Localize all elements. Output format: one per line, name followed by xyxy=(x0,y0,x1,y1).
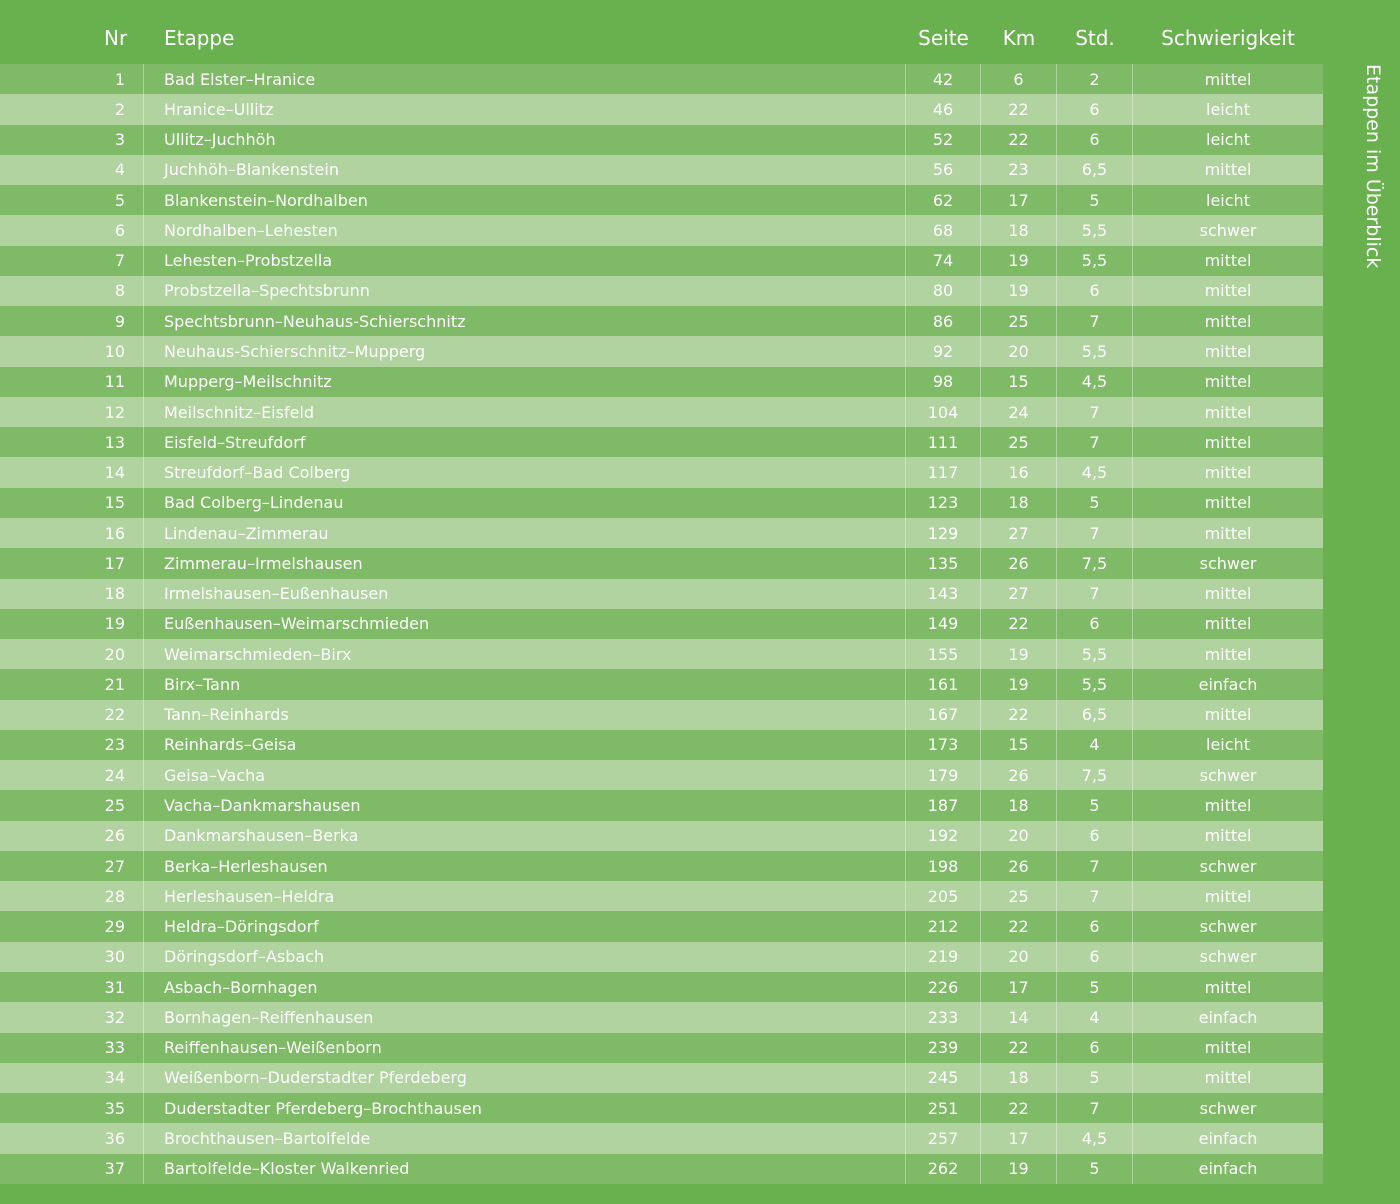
table-row xyxy=(0,790,1323,820)
stage-number: 22 xyxy=(0,700,144,730)
table-row xyxy=(0,700,1323,730)
stage-hours: 6 xyxy=(1057,609,1133,639)
stage-km: 23 xyxy=(981,155,1057,185)
stage-difficulty: mittel xyxy=(1204,886,1252,906)
stage-km: 18 xyxy=(981,1063,1057,1093)
stage-page: 257 xyxy=(905,1123,981,1153)
stage-route: Lindenau–Zimmerau xyxy=(164,523,329,543)
header-std: Std. xyxy=(1075,26,1115,50)
stage-difficulty: mittel xyxy=(1204,523,1252,543)
stage-hours: 7 xyxy=(1057,427,1133,457)
stage-hours: 5,5 xyxy=(1057,669,1133,699)
stage-difficulty: schwer xyxy=(1199,917,1257,937)
stage-route: Tann–Reinhards xyxy=(164,705,289,725)
stage-route: Birx–Tann xyxy=(164,674,241,694)
stage-route: Heldra–Döringsdorf xyxy=(164,917,319,937)
stage-hours: 5 xyxy=(1057,790,1133,820)
stage-hours: 5 xyxy=(1057,1154,1133,1184)
stage-route: Bad Elster–Hranice xyxy=(164,69,316,89)
stage-number: 35 xyxy=(0,1093,144,1123)
table-row xyxy=(0,911,1323,941)
stage-page: 179 xyxy=(905,760,981,790)
stage-difficulty: mittel xyxy=(1204,160,1252,180)
stage-page: 262 xyxy=(905,1154,981,1184)
stage-difficulty: mittel xyxy=(1204,342,1252,362)
stage-km: 14 xyxy=(981,1002,1057,1032)
stage-page: 149 xyxy=(905,609,981,639)
stage-number: 16 xyxy=(0,518,144,548)
stage-page: 155 xyxy=(905,639,981,669)
stage-page: 129 xyxy=(905,518,981,548)
stage-difficulty: mittel xyxy=(1204,402,1252,422)
stage-km: 15 xyxy=(981,730,1057,760)
stage-km: 17 xyxy=(981,972,1057,1002)
stage-km: 25 xyxy=(981,881,1057,911)
table-row xyxy=(0,155,1323,185)
stage-km: 27 xyxy=(981,579,1057,609)
stage-km: 22 xyxy=(981,125,1057,155)
stage-difficulty: mittel xyxy=(1204,1068,1252,1088)
stage-route: Geisa–Vacha xyxy=(164,765,266,785)
stage-km: 18 xyxy=(981,215,1057,245)
stage-hours: 7,5 xyxy=(1057,760,1133,790)
table-row xyxy=(0,457,1323,487)
stage-hours: 2 xyxy=(1057,64,1133,94)
stage-page: 135 xyxy=(905,548,981,578)
stage-hours: 7 xyxy=(1057,851,1133,881)
stage-number: 25 xyxy=(0,790,144,820)
stage-hours: 4,5 xyxy=(1057,367,1133,397)
stage-hours: 6 xyxy=(1057,821,1133,851)
stage-number: 19 xyxy=(0,609,144,639)
stage-route: Asbach–Bornhagen xyxy=(164,977,318,997)
stage-page: 117 xyxy=(905,457,981,487)
stage-difficulty: mittel xyxy=(1204,493,1252,513)
stage-km: 19 xyxy=(981,669,1057,699)
stage-number: 8 xyxy=(0,276,144,306)
stage-number: 27 xyxy=(0,851,144,881)
stage-difficulty: schwer xyxy=(1199,856,1257,876)
stage-page: 239 xyxy=(905,1033,981,1063)
stage-hours: 5 xyxy=(1057,1063,1133,1093)
stage-page: 226 xyxy=(905,972,981,1002)
stage-table xyxy=(0,64,1323,1184)
stage-route: Duderstadter Pferdeberg–Brochthausen xyxy=(164,1098,482,1118)
stage-difficulty: leicht xyxy=(1206,130,1250,150)
stage-number: 5 xyxy=(0,185,144,215)
stage-number: 18 xyxy=(0,579,144,609)
stage-page: 143 xyxy=(905,579,981,609)
stage-km: 22 xyxy=(981,911,1057,941)
stage-hours: 6 xyxy=(1057,1033,1133,1063)
stage-hours: 6 xyxy=(1057,125,1133,155)
stage-number: 29 xyxy=(0,911,144,941)
stage-difficulty: mittel xyxy=(1204,69,1252,89)
stage-page: 205 xyxy=(905,881,981,911)
stage-page: 98 xyxy=(905,367,981,397)
stage-route: Berka–Herleshausen xyxy=(164,856,328,876)
stage-route: Juchhöh–Blankenstein xyxy=(164,160,339,180)
stage-route: Brochthausen–Bartolfelde xyxy=(164,1128,371,1148)
stage-difficulty: einfach xyxy=(1198,1128,1258,1148)
stage-hours: 4,5 xyxy=(1057,1123,1133,1153)
table-row xyxy=(0,639,1323,669)
stage-route: Streufdorf–Bad Colberg xyxy=(164,463,351,483)
table-row xyxy=(0,609,1323,639)
stage-hours: 7 xyxy=(1057,579,1133,609)
table-row xyxy=(0,1002,1323,1032)
stage-number: 1 xyxy=(0,64,144,94)
table-row xyxy=(0,579,1323,609)
stage-hours: 6,5 xyxy=(1057,155,1133,185)
stage-route: Bartolfelde–Kloster Walkenried xyxy=(164,1159,410,1179)
stage-difficulty: mittel xyxy=(1204,614,1252,634)
stage-hours: 6 xyxy=(1057,942,1133,972)
stage-page: 104 xyxy=(905,397,981,427)
stage-difficulty: mittel xyxy=(1204,1038,1252,1058)
stage-km: 22 xyxy=(981,94,1057,124)
stage-difficulty: mittel xyxy=(1204,463,1252,483)
stage-number: 10 xyxy=(0,336,144,366)
table-row xyxy=(0,821,1323,851)
header-seite: Seite xyxy=(918,26,969,50)
stage-difficulty: mittel xyxy=(1204,251,1252,271)
table-row xyxy=(0,669,1323,699)
stage-km: 17 xyxy=(981,185,1057,215)
stage-number: 11 xyxy=(0,367,144,397)
stage-route: Döringsdorf–Asbach xyxy=(164,947,325,967)
stage-hours: 7 xyxy=(1057,397,1133,427)
stage-hours: 5,5 xyxy=(1057,246,1133,276)
stage-page: 233 xyxy=(905,1002,981,1032)
table-row xyxy=(0,1123,1323,1153)
stage-km: 18 xyxy=(981,790,1057,820)
stage-page: 167 xyxy=(905,700,981,730)
stage-page: 111 xyxy=(905,427,981,457)
stage-number: 15 xyxy=(0,488,144,518)
stage-km: 20 xyxy=(981,942,1057,972)
table-row xyxy=(0,336,1323,366)
stage-route: Dankmarshausen–Berka xyxy=(164,826,359,846)
stage-difficulty: schwer xyxy=(1199,1098,1257,1118)
stage-difficulty: mittel xyxy=(1204,372,1252,392)
stage-route: Weimarschmieden–Birx xyxy=(164,644,352,664)
stage-page: 219 xyxy=(905,942,981,972)
stage-hours: 6 xyxy=(1057,276,1133,306)
stage-number: 34 xyxy=(0,1063,144,1093)
stage-route: Spechtsbrunn–Neuhaus-Schierschnitz xyxy=(164,311,466,331)
stage-km: 26 xyxy=(981,760,1057,790)
stage-km: 18 xyxy=(981,488,1057,518)
stage-km: 26 xyxy=(981,851,1057,881)
stage-page: 161 xyxy=(905,669,981,699)
stage-difficulty: einfach xyxy=(1198,1159,1258,1179)
stage-route: Neuhaus-Schierschnitz–Mupperg xyxy=(164,342,426,362)
table-row xyxy=(0,215,1323,245)
stage-number: 20 xyxy=(0,639,144,669)
stage-difficulty: leicht xyxy=(1206,99,1250,119)
stage-number: 17 xyxy=(0,548,144,578)
stage-difficulty: mittel xyxy=(1204,432,1252,452)
stage-km: 24 xyxy=(981,397,1057,427)
stage-route: Blankenstein–Nordhalben xyxy=(164,190,368,210)
stage-hours: 7 xyxy=(1057,881,1133,911)
stage-page: 68 xyxy=(905,215,981,245)
table-row xyxy=(0,64,1323,94)
stage-difficulty: mittel xyxy=(1204,796,1252,815)
stage-page: 74 xyxy=(905,246,981,276)
stage-hours: 4,5 xyxy=(1057,457,1133,487)
stage-hours: 5,5 xyxy=(1057,336,1133,366)
stage-route: Vacha–Dankmarshausen xyxy=(164,796,361,815)
table-row xyxy=(0,276,1323,306)
stage-km: 27 xyxy=(981,518,1057,548)
table-row xyxy=(0,1033,1323,1063)
stage-hours: 4 xyxy=(1057,1002,1133,1032)
table-row xyxy=(0,125,1323,155)
header-nr: Nr xyxy=(104,26,128,50)
stage-number: 9 xyxy=(0,306,144,336)
stage-km: 19 xyxy=(981,276,1057,306)
table-row xyxy=(0,488,1323,518)
stage-page: 245 xyxy=(905,1063,981,1093)
stage-difficulty: einfach xyxy=(1198,674,1258,694)
table-row xyxy=(0,851,1323,881)
table-row xyxy=(0,1154,1323,1184)
table-row xyxy=(0,548,1323,578)
stage-route: Eußenhausen–Weimarschmieden xyxy=(164,614,430,634)
stage-route: Reiffenhausen–Weißenborn xyxy=(164,1038,382,1058)
table-row xyxy=(0,942,1323,972)
stage-difficulty: mittel xyxy=(1204,826,1252,846)
stage-hours: 4 xyxy=(1057,730,1133,760)
stage-route: Zimmerau–Irmelshausen xyxy=(164,553,363,573)
stage-hours: 7 xyxy=(1057,1093,1133,1123)
stage-number: 36 xyxy=(0,1123,144,1153)
table-row xyxy=(0,1063,1323,1093)
stage-route: Meilschnitz–Eisfeld xyxy=(164,402,315,422)
stage-hours: 5 xyxy=(1057,185,1133,215)
table-row xyxy=(0,760,1323,790)
stage-route: Reinhards–Geisa xyxy=(164,735,297,755)
stage-km: 22 xyxy=(981,609,1057,639)
stage-route: Mupperg–Meilschnitz xyxy=(164,372,332,392)
stage-hours: 5 xyxy=(1057,488,1133,518)
table-row xyxy=(0,185,1323,215)
stage-km: 25 xyxy=(981,427,1057,457)
stage-page: 46 xyxy=(905,94,981,124)
stage-route: Bad Colberg–Lindenau xyxy=(164,493,344,513)
stage-route: Eisfeld–Streufdorf xyxy=(164,432,306,452)
header-schwierigkeit: Schwierigkeit xyxy=(1161,26,1295,50)
table-row xyxy=(0,1093,1323,1123)
table-row xyxy=(0,246,1323,276)
table-row xyxy=(0,306,1323,336)
table-row xyxy=(0,94,1323,124)
stage-page: 192 xyxy=(905,821,981,851)
stage-km: 22 xyxy=(981,1033,1057,1063)
stage-page: 187 xyxy=(905,790,981,820)
stage-number: 30 xyxy=(0,942,144,972)
stage-route: Probstzella–Spechtsbrunn xyxy=(164,281,370,301)
stage-number: 28 xyxy=(0,881,144,911)
stage-difficulty: mittel xyxy=(1204,311,1252,331)
stage-number: 32 xyxy=(0,1002,144,1032)
stage-hours: 5 xyxy=(1057,972,1133,1002)
stage-route: Weißenborn–Duderstadter Pferdeberg xyxy=(164,1068,467,1088)
stage-route: Lehesten–Probstzella xyxy=(164,251,333,271)
stage-difficulty: einfach xyxy=(1198,1007,1258,1027)
stage-km: 19 xyxy=(981,1154,1057,1184)
stage-km: 15 xyxy=(981,367,1057,397)
stage-number: 12 xyxy=(0,397,144,427)
stage-number: 2 xyxy=(0,94,144,124)
stage-difficulty: mittel xyxy=(1204,644,1252,664)
stage-hours: 6 xyxy=(1057,911,1133,941)
table-row xyxy=(0,518,1323,548)
stage-number: 13 xyxy=(0,427,144,457)
stage-page: 86 xyxy=(905,306,981,336)
table-row xyxy=(0,730,1323,760)
stage-km: 22 xyxy=(981,700,1057,730)
stage-hours: 5,5 xyxy=(1057,215,1133,245)
header-etappe: Etappe xyxy=(164,26,235,50)
stage-page: 52 xyxy=(905,125,981,155)
side-title: Etappen im Überblick xyxy=(1362,64,1384,269)
stage-hours: 6,5 xyxy=(1057,700,1133,730)
stage-km: 6 xyxy=(981,64,1057,94)
stage-difficulty: leicht xyxy=(1206,735,1250,755)
stage-page: 80 xyxy=(905,276,981,306)
stage-number: 23 xyxy=(0,730,144,760)
stage-difficulty: schwer xyxy=(1199,947,1257,967)
stage-page: 123 xyxy=(905,488,981,518)
stage-number: 26 xyxy=(0,821,144,851)
stage-km: 20 xyxy=(981,821,1057,851)
stage-hours: 7,5 xyxy=(1057,548,1133,578)
stage-route: Irmelshausen–Eußenhausen xyxy=(164,584,389,604)
stage-difficulty: schwer xyxy=(1199,765,1257,785)
stage-route: Herleshausen–Heldra xyxy=(164,886,335,906)
stage-page: 42 xyxy=(905,64,981,94)
stage-hours: 7 xyxy=(1057,518,1133,548)
stage-page: 173 xyxy=(905,730,981,760)
stage-km: 25 xyxy=(981,306,1057,336)
stage-number: 7 xyxy=(0,246,144,276)
stage-number: 4 xyxy=(0,155,144,185)
stage-number: 31 xyxy=(0,972,144,1002)
stage-route: Nordhalben–Lehesten xyxy=(164,220,338,240)
stage-hours: 5,5 xyxy=(1057,639,1133,669)
stage-number: 3 xyxy=(0,125,144,155)
stage-number: 37 xyxy=(0,1154,144,1184)
stage-difficulty: mittel xyxy=(1204,977,1252,997)
stage-km: 20 xyxy=(981,336,1057,366)
stage-number: 6 xyxy=(0,215,144,245)
table-row xyxy=(0,427,1323,457)
stage-difficulty: schwer xyxy=(1199,220,1257,240)
stage-page: 92 xyxy=(905,336,981,366)
stage-hours: 7 xyxy=(1057,306,1133,336)
stage-page: 251 xyxy=(905,1093,981,1123)
stage-difficulty: mittel xyxy=(1204,584,1252,604)
stage-route: Bornhagen–Reiffenhausen xyxy=(164,1007,374,1027)
stage-km: 19 xyxy=(981,639,1057,669)
stage-difficulty: mittel xyxy=(1204,281,1252,301)
stage-number: 21 xyxy=(0,669,144,699)
stage-difficulty: mittel xyxy=(1204,705,1252,725)
stage-page: 62 xyxy=(905,185,981,215)
header-km: Km xyxy=(1002,26,1036,50)
stage-number: 24 xyxy=(0,760,144,790)
stage-km: 16 xyxy=(981,457,1057,487)
stage-km: 26 xyxy=(981,548,1057,578)
table-row xyxy=(0,881,1323,911)
stage-number: 14 xyxy=(0,457,144,487)
table-row xyxy=(0,397,1323,427)
stage-page: 56 xyxy=(905,155,981,185)
stage-km: 17 xyxy=(981,1123,1057,1153)
table-row xyxy=(0,367,1323,397)
stage-km: 19 xyxy=(981,246,1057,276)
stage-route: Ullitz–Juchhöh xyxy=(164,130,276,150)
stage-km: 22 xyxy=(981,1093,1057,1123)
stage-page: 198 xyxy=(905,851,981,881)
stage-route: Hranice–Ullitz xyxy=(164,99,274,119)
stage-number: 33 xyxy=(0,1033,144,1063)
table-header xyxy=(0,0,1323,64)
stage-difficulty: leicht xyxy=(1206,190,1250,210)
stage-page: 212 xyxy=(905,911,981,941)
stage-difficulty: schwer xyxy=(1199,553,1257,573)
table-row xyxy=(0,972,1323,1002)
stage-hours: 6 xyxy=(1057,94,1133,124)
